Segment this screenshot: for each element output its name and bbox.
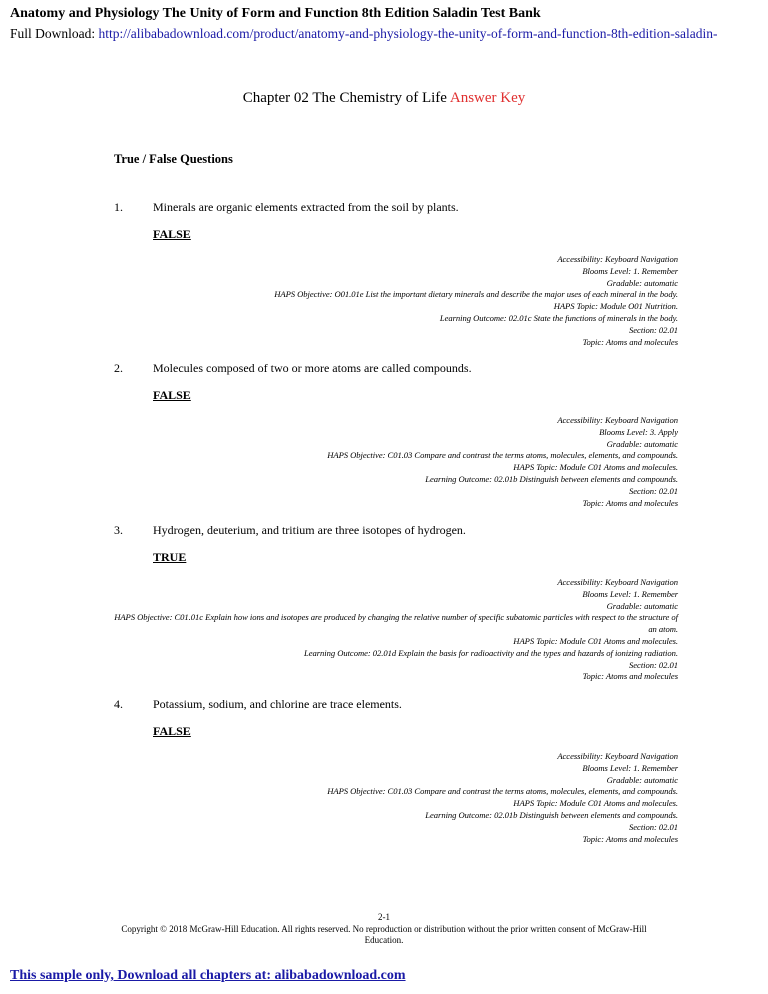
meta-gradable: Gradable: automatic — [606, 600, 678, 611]
question-item — [114, 361, 678, 508]
meta-gradable: Gradable: automatic — [606, 438, 678, 449]
download-all-chapters-link[interactable]: This sample only, Download all chapters at: alibabadownload.com — [10, 968, 406, 983]
meta-blooms-level: Blooms Level: 1. Remember — [582, 265, 678, 276]
meta-section: Section: 02.01 — [629, 324, 678, 335]
meta-section: Section: 02.01 — [629, 485, 678, 496]
chapter-title — [0, 90, 768, 107]
question-text: Hydrogen, deuterium, and tritium are three isotopes of hydrogen. — [153, 523, 466, 537]
meta-topic: Topic: Atoms and molecules — [582, 671, 678, 682]
meta-haps-topic: HAPS Topic: Module C01 Atoms and molecules. — [513, 462, 678, 473]
meta-haps-objective: HAPS Objective: C01.03 Compare and contrast the terms atoms, molecules, elements, and compounds. — [327, 786, 678, 797]
full-download-line — [10, 26, 768, 42]
question-metadata — [114, 415, 678, 509]
meta-learning-outcome: Learning Outcome: 02.01c State the functions of minerals in the body. — [439, 312, 678, 323]
copyright-notice: Copyright © 2018 McGraw-Hill Education. All rights reserved. No reproduction or distribution without the prior written consent of McGraw-Hill Education. — [121, 923, 647, 945]
chapter-title-text: Chapter 02 The Chemistry of Life — [242, 90, 447, 106]
meta-gradable: Gradable: automatic — [606, 277, 678, 288]
meta-topic: Topic: Atoms and molecules — [582, 497, 678, 508]
meta-accessibility: Accessibility: Keyboard Navigation — [557, 751, 678, 761]
meta-section: Section: 02.01 — [629, 821, 678, 832]
question-answer: FALSE — [153, 388, 191, 402]
meta-haps-topic: HAPS Topic: Module O01 Nutrition. — [553, 301, 678, 312]
answer-key-label: Answer Key — [449, 90, 526, 106]
document-header-title: Anatomy and Physiology The Unity of Form and Function 8th Edition Saladin Test Bank — [10, 6, 541, 21]
question-text: Molecules composed of two or more atoms are called compounds. — [153, 361, 472, 375]
meta-gradable: Gradable: automatic — [606, 774, 678, 785]
meta-haps-topic: HAPS Topic: Module C01 Atoms and molecules. — [513, 635, 678, 646]
question-number: 4. — [114, 697, 123, 711]
question-metadata — [114, 577, 678, 683]
meta-blooms-level: Blooms Level: 1. Remember — [582, 762, 678, 773]
full-download-label: Full Download: — [10, 26, 96, 41]
section-heading: True / False Questions — [114, 152, 233, 166]
meta-topic: Topic: Atoms and molecules — [582, 833, 678, 844]
meta-learning-outcome: Learning Outcome: 02.01b Distinguish between elements and compounds. — [425, 473, 678, 484]
full-download-link[interactable]: http://alibabadownload.com/product/anatomy-and-physiology-the-unity-of-form-and-function-8th-edition-saladin- — [98, 26, 718, 41]
question-answer: FALSE — [153, 227, 191, 241]
page-footer — [0, 912, 768, 947]
meta-learning-outcome: Learning Outcome: 02.01d Explain the basis for radioactivity and the types and hazards of ionizing radiation. — [303, 647, 678, 658]
meta-haps-objective: HAPS Objective: C01.03 Compare and contrast the terms atoms, molecules, elements, and compounds. — [327, 450, 678, 461]
question-number: 3. — [114, 523, 123, 537]
meta-haps-objective: HAPS Objective: C01.01c Explain how ions and isotopes are produced by changing the relative number of specific subatomic particles with respect to the structure of an atom. — [114, 612, 678, 635]
question-metadata — [114, 751, 678, 845]
question-item — [114, 200, 678, 347]
meta-section: Section: 02.01 — [629, 659, 678, 670]
question-number: 1. — [114, 200, 123, 214]
meta-haps-objective: HAPS Objective: O01.01e List the important dietary minerals and describe the major uses of each mineral in the body. — [274, 289, 678, 300]
question-item — [114, 697, 678, 844]
meta-accessibility: Accessibility: Keyboard Navigation — [557, 254, 678, 264]
meta-haps-topic: HAPS Topic: Module C01 Atoms and molecules. — [513, 798, 678, 809]
page-number: 2-1 — [378, 912, 390, 922]
meta-blooms-level: Blooms Level: 1. Remember — [582, 588, 678, 599]
meta-accessibility: Accessibility: Keyboard Navigation — [557, 577, 678, 587]
question-text: Minerals are organic elements extracted from the soil by plants. — [153, 200, 459, 214]
question-answer: FALSE — [153, 724, 191, 738]
meta-topic: Topic: Atoms and molecules — [582, 336, 678, 347]
question-text: Potassium, sodium, and chlorine are trace elements. — [153, 697, 402, 711]
question-number: 2. — [114, 361, 123, 375]
meta-blooms-level: Blooms Level: 3. Apply — [599, 426, 678, 437]
meta-accessibility: Accessibility: Keyboard Navigation — [557, 415, 678, 425]
meta-learning-outcome: Learning Outcome: 02.01b Distinguish between elements and compounds. — [425, 809, 678, 820]
question-item — [114, 523, 678, 682]
question-answer: TRUE — [153, 550, 187, 564]
question-metadata — [114, 254, 678, 348]
